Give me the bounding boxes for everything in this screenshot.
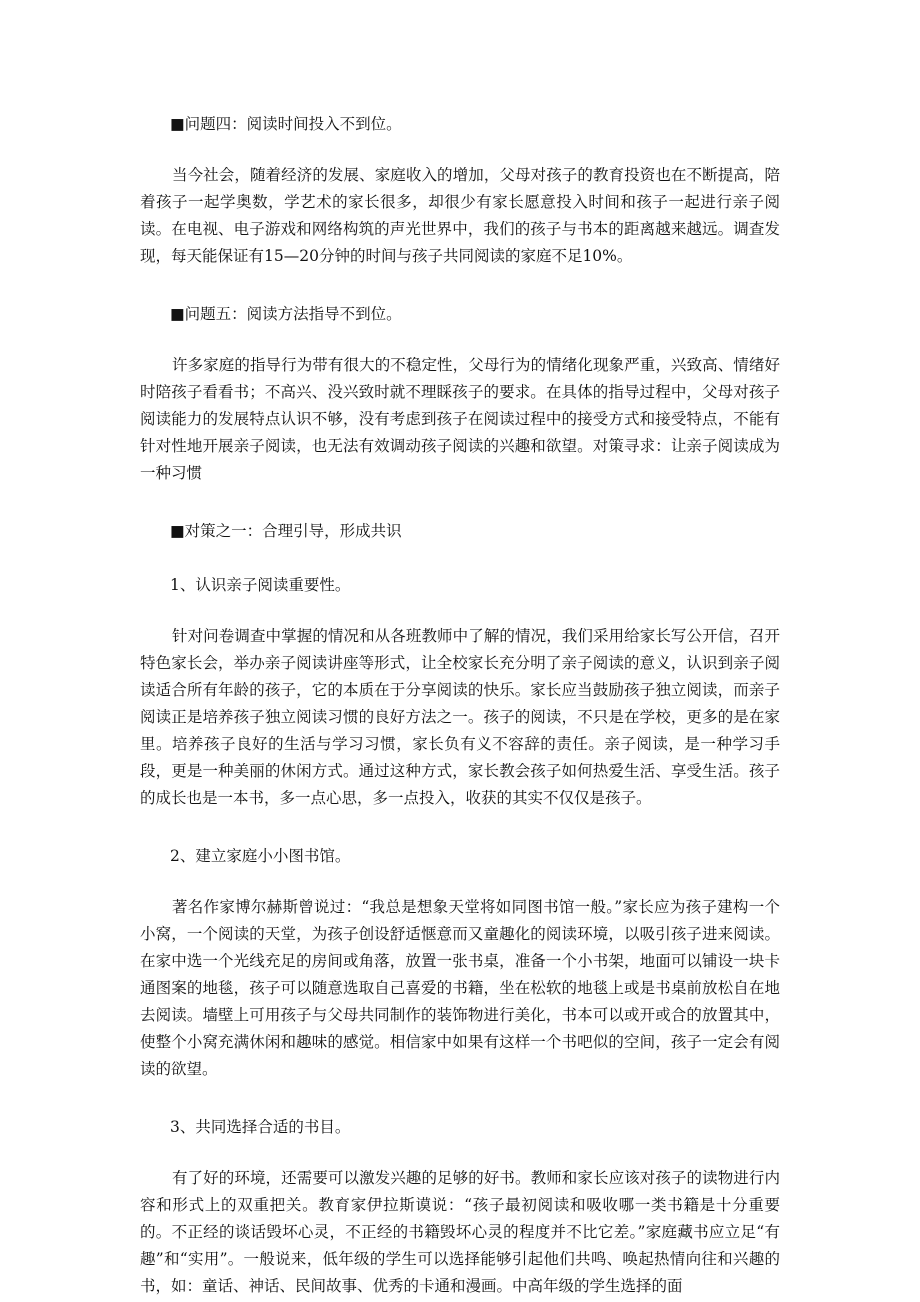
document-page	[140, 108, 780, 1300]
spacer	[140, 812, 780, 840]
spacer	[140, 270, 780, 298]
paragraph-book-selection: 有了好的环境，还需要可以激发兴趣的足够的好书。教师和家长应该对孩子的读物进行内容和形式上的双重把关。教育家伊拉斯谟说：“孩子最初阅读和吸收哪一类书籍是十分重要的。不正经的谈话毁坏心灵，不正经的书籍毁坏心灵的程度并不比它差。”家庭藏书应立足“有趣”和“实用”。一般说来，低年级的学生可以选择能够引起他们共鸣、唤起热情向往和兴趣的书，如：童话、神话、民间故事、优秀的卡通和漫画。中高年级的学生选择的面	[140, 1169, 780, 1295]
spacer	[140, 140, 780, 162]
spacer	[140, 1143, 780, 1165]
spacer	[140, 872, 780, 894]
paragraph-importance: 针对问卷调查中掌握的情况和从各班教师中了解的情况，我们采用给家长写公开信，召开特色家长会，举办亲子阅读讲座等形式，让全校家长充分明了亲子阅读的意义，认识到亲子阅读适合所有年龄的孩子，它的本质在于分享阅读的快乐。家长应当鼓励孩子独立阅读，而亲子阅读正是培养孩子独立阅读习惯的良好方法之一。孩子的阅读，不只是在学校，更多的是在家里。培养孩子良好的生活与学习习惯，家长负有义不容辞的责任。亲子阅读，是一种学习手段，更是一种美丽的休闲方式。通过这种方式，家长教会孩子如何热爱生活、享受生活。孩子的成长也是一本书，多一点心思，多一点投入，收获的其实不仅仅是孩子。	[140, 627, 780, 807]
paragraph-home-library: 著名作家博尔赫斯曾说过：“我总是想象天堂将如同图书馆一般。”家长应为孩子建构一个小窝，一个阅读的天堂，为孩子创设舒适惬意而又童趣化的阅读环境，以吸引孩子进来阅读。在家中选一个光线充足的房间或角落，放置一张书桌，准备一个小书架，地面可以铺设一块卡通图案的地毯，孩子可以随意选取自己喜爱的书籍，坐在松软的地毯上或是书桌前放松自在地去阅读。墙壁上可用孩子与父母共同制作的装饰物进行美化，书本可以或开或合的放置其中，使整个小窝充满休闲和趣味的感觉。相信家中如果有这样一个书吧似的空间，孩子一定会有阅读的欲望。	[140, 898, 780, 1078]
spacer	[140, 547, 780, 569]
section-heading-strategy-1: ■对策之一：合理引导，形成共识	[170, 522, 402, 540]
spacer	[140, 330, 780, 352]
subheading-importance: 1、认识亲子阅读重要性。	[170, 576, 351, 594]
spacer	[140, 601, 780, 623]
subheading-book-selection: 3、共同选择合适的书目。	[170, 1118, 351, 1136]
section-heading-problem-4: ■问题四：阅读时间投入不到位。	[170, 115, 402, 133]
paragraph-reading-time: 当今社会，随着经济的发展、家庭收入的增加，父母对孩子的教育投资也在不断提高，陪着孩子一起学奥数，学艺术的家长很多，却很少有家长愿意投入时间和孩子一起进行亲子阅读。在电视、电子游戏和网络构筑的声光世界中，我们的孩子与书本的距离越来越远。调查发现，每天能保证有15—20分钟的时间与孩子共同阅读的家庭不足10%。	[140, 166, 780, 265]
paragraph-reading-guidance: 许多家庭的指导行为带有很大的不稳定性，父母行为的情绪化现象严重，兴致高、情绪好时陪孩子看看书；不高兴、没兴致时就不理睬孩子的要求。在具体的指导过程中，父母对孩子阅读能力的发展特点认识不够，没有考虑到孩子在阅读过程中的接受方式和接受特点，不能有针对性地开展亲子阅读，也无法有效调动孩子阅读的兴趣和欲望。对策寻求：让亲子阅读成为一种习惯	[140, 356, 780, 482]
spacer	[140, 1083, 780, 1111]
section-heading-problem-5: ■问题五：阅读方法指导不到位。	[170, 305, 402, 323]
subheading-home-library: 2、建立家庭小小图书馆。	[170, 847, 351, 865]
spacer	[140, 487, 780, 515]
